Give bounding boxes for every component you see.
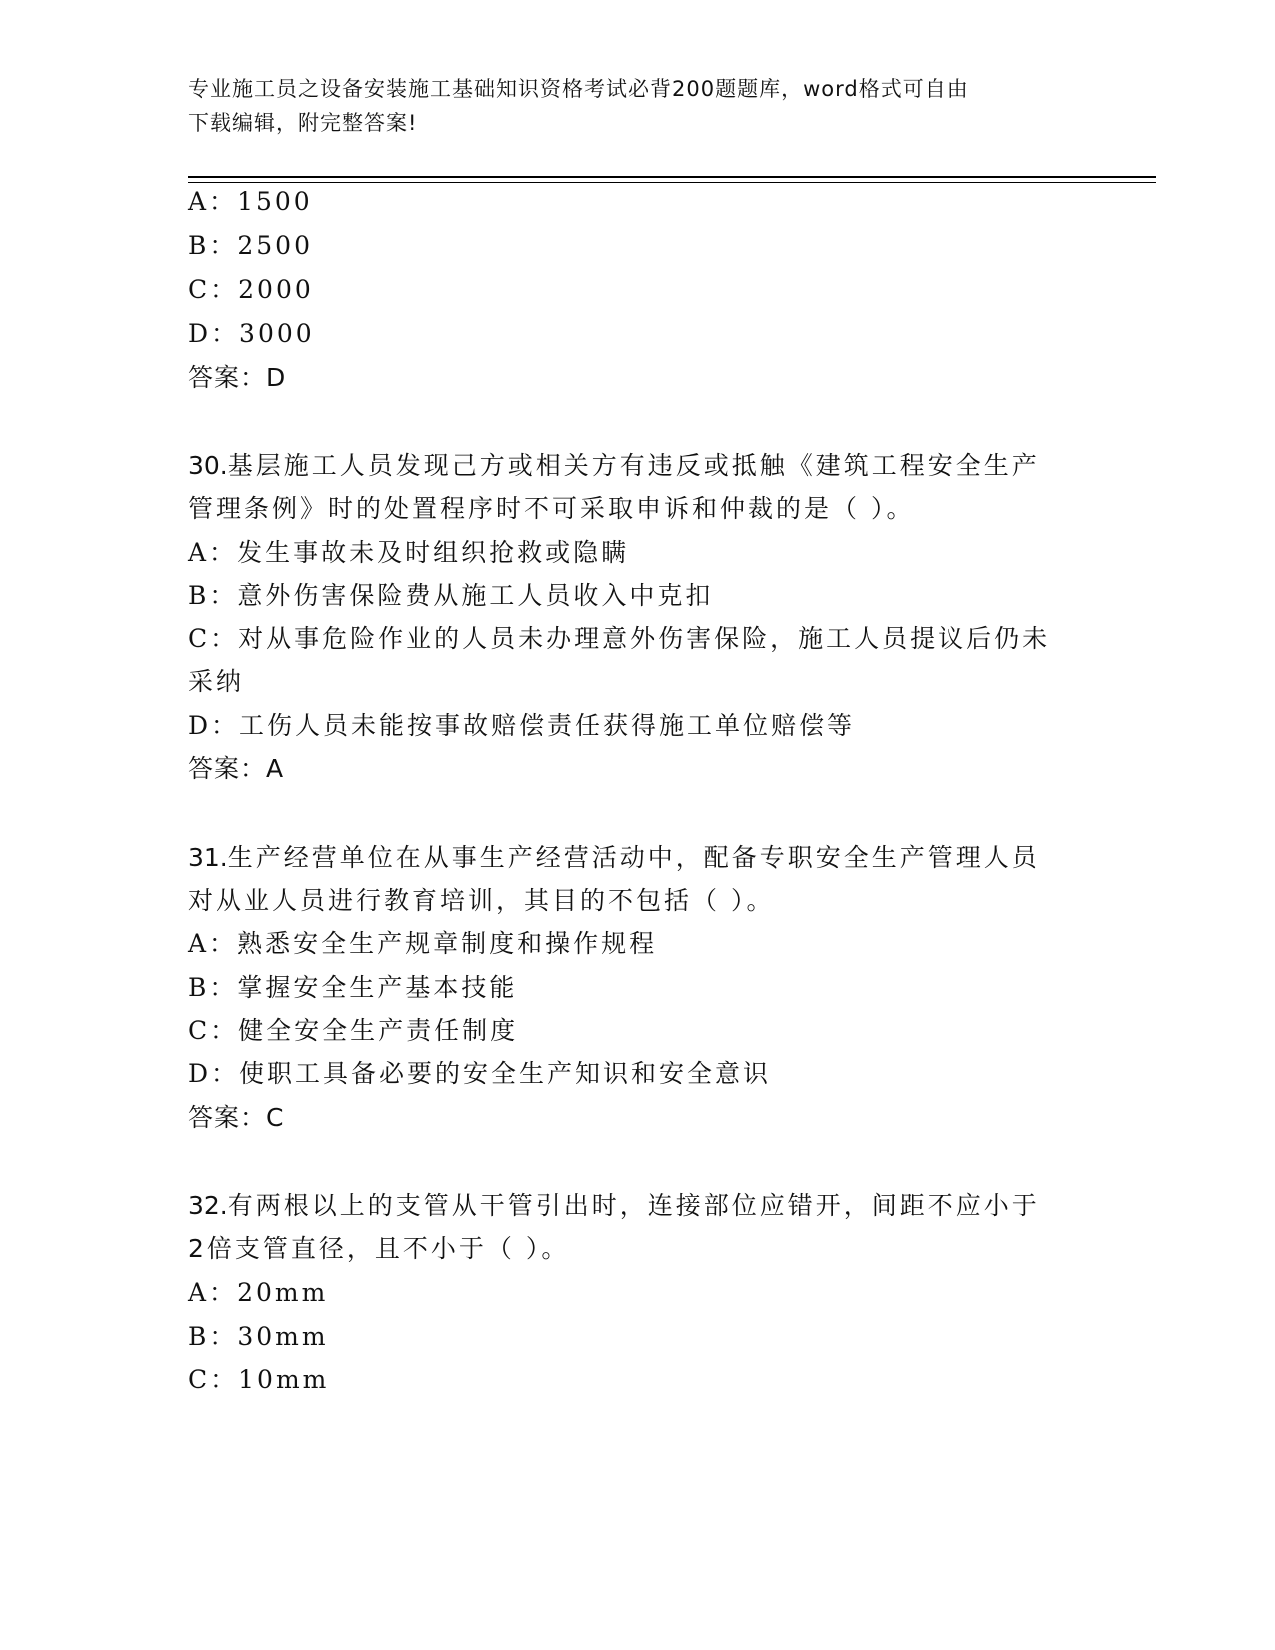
header-line-2: 下载编辑，附完整答案! bbox=[188, 111, 418, 135]
option-text: 10mm bbox=[238, 1365, 330, 1394]
q31-option-a bbox=[188, 926, 657, 962]
q29-option-b bbox=[188, 228, 313, 264]
option-text: 熟悉安全生产规章制度和操作规程 bbox=[237, 929, 658, 958]
q32-option-b bbox=[188, 1319, 329, 1355]
option-text: 2500 bbox=[237, 231, 313, 260]
q30-stem-line-2: 管理条例》时的处置程序时不可采取申诉和仲裁的是（ ）。 bbox=[188, 494, 915, 523]
q29-option-a bbox=[188, 184, 313, 220]
q30-answer: 答案：A bbox=[188, 754, 285, 783]
q32-option-a bbox=[188, 1275, 328, 1311]
q31-answer: 答案：C bbox=[188, 1103, 285, 1132]
option-text: 使职工具备必要的安全生产知识和安全意识 bbox=[239, 1059, 772, 1088]
q29-option-c bbox=[188, 272, 314, 308]
option-text: 对从事危险作业的人员未办理意外伤害保险，施工人员提议后仍未 bbox=[238, 624, 1051, 653]
option-label: D： bbox=[188, 1059, 240, 1088]
q31-option-d bbox=[188, 1056, 771, 1092]
option-label: C： bbox=[188, 1365, 239, 1394]
question-stem: 基层施工人员发现己方或相关方有违反或抵触《建筑工程安全生产 bbox=[227, 451, 1040, 480]
option-text: 工伤人员未能按事故赔偿责任获得施工单位赔偿等 bbox=[239, 711, 856, 740]
option-label: C： bbox=[188, 624, 239, 653]
option-label: C： bbox=[188, 1016, 239, 1045]
option-text: 2000 bbox=[238, 275, 314, 304]
option-label: B： bbox=[188, 1322, 238, 1351]
option-label: D： bbox=[188, 319, 240, 348]
option-label: B： bbox=[188, 973, 238, 1002]
header-divider-thick bbox=[188, 176, 1156, 178]
q30-option-b bbox=[188, 578, 713, 614]
header-line-1: 专业施工员之设备安装施工基础知识资格考试必背200题题库，word格式可自由 bbox=[188, 77, 969, 101]
q32-option-c bbox=[188, 1362, 329, 1398]
q30-stem-line-1 bbox=[188, 448, 1040, 484]
question-number: 31. bbox=[188, 843, 228, 872]
option-text: 20mm bbox=[237, 1278, 329, 1307]
option-text: 3000 bbox=[239, 319, 315, 348]
option-label: A： bbox=[188, 929, 238, 958]
q31-stem-line-1 bbox=[188, 840, 1040, 876]
option-label: A： bbox=[188, 187, 238, 216]
q30-option-a bbox=[188, 535, 629, 571]
option-label: B： bbox=[188, 231, 238, 260]
option-label: D： bbox=[188, 711, 240, 740]
header-divider-thin bbox=[188, 182, 1156, 183]
option-text: 发生事故未及时组织抢救或隐瞒 bbox=[237, 538, 630, 567]
option-text: 健全安全生产责任制度 bbox=[238, 1016, 519, 1045]
q29-answer: 答案：D bbox=[188, 363, 287, 392]
question-stem: 生产经营单位在从事生产经营活动中，配备专职安全生产管理人员 bbox=[227, 843, 1040, 872]
question-stem: 有两根以上的支管从干管引出时，连接部位应错开，间距不应小于 bbox=[227, 1191, 1040, 1220]
option-label: C： bbox=[188, 275, 239, 304]
q31-option-b bbox=[188, 970, 517, 1006]
q32-stem-line-2: 2倍支管直径，且不小于（ ）。 bbox=[188, 1234, 570, 1263]
document-header bbox=[188, 72, 1068, 140]
question-number: 30. bbox=[188, 451, 228, 480]
option-text: 30mm bbox=[237, 1322, 329, 1351]
option-label: A： bbox=[188, 538, 238, 567]
q30-option-c bbox=[188, 621, 1050, 657]
option-text: 意外伤害保险费从施工人员收入中克扣 bbox=[237, 581, 714, 610]
q30-option-c-continued: 采纳 bbox=[188, 667, 245, 696]
q29-option-d bbox=[188, 316, 315, 352]
option-label: B： bbox=[188, 581, 238, 610]
option-label: A： bbox=[188, 1278, 238, 1307]
q31-option-c bbox=[188, 1013, 518, 1049]
option-text: 掌握安全生产基本技能 bbox=[237, 973, 518, 1002]
q31-stem-line-2: 对从业人员进行教育培训，其目的不包括（ ）。 bbox=[188, 886, 775, 915]
q32-stem-line-1 bbox=[188, 1188, 1040, 1224]
option-text: 1500 bbox=[237, 187, 313, 216]
question-number: 32. bbox=[188, 1191, 228, 1220]
q30-option-d bbox=[188, 708, 855, 744]
